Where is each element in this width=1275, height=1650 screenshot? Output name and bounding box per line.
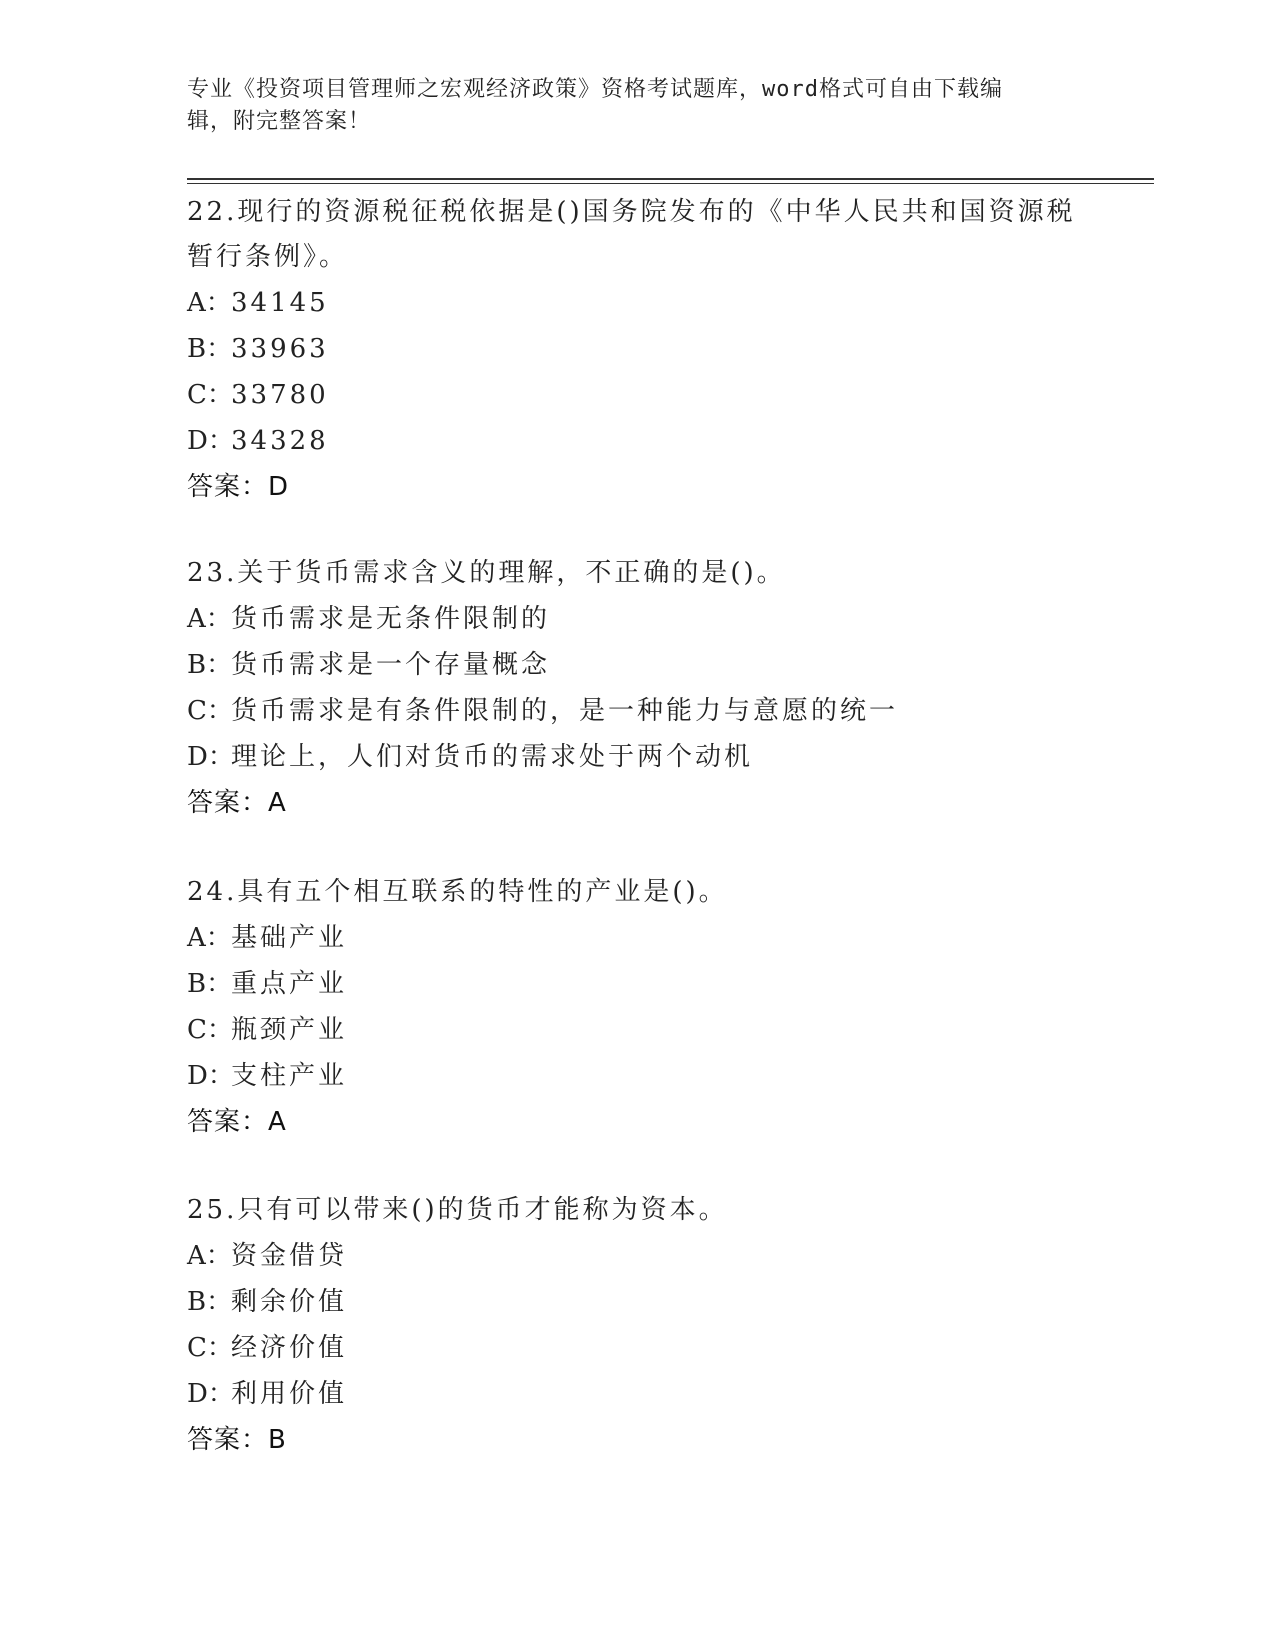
option-label: C： xyxy=(187,1333,233,1363)
option-label: A： xyxy=(187,288,232,318)
option-a xyxy=(187,915,1087,961)
option-text: 经济价值 xyxy=(231,1333,348,1363)
option-label: C： xyxy=(187,1015,233,1045)
option-label: A： xyxy=(187,1241,232,1271)
header-divider-thick xyxy=(187,178,1154,180)
question-stem xyxy=(187,1188,1087,1233)
option-text: 货币需求是有条件限制的，是一种能力与意愿的统一 xyxy=(231,696,899,726)
option-b xyxy=(187,961,1087,1007)
option-text: 瓶颈产业 xyxy=(231,1015,348,1045)
option-d xyxy=(187,734,1087,780)
question-25 xyxy=(187,1188,1087,1463)
option-c xyxy=(187,1325,1087,1371)
question-24 xyxy=(187,870,1087,1145)
option-label: A： xyxy=(187,604,232,634)
answer-value: A xyxy=(268,1107,287,1137)
question-23 xyxy=(187,551,1087,826)
option-c xyxy=(187,372,1087,418)
answer-prefix: 答案： xyxy=(187,788,269,818)
option-text: 剩余价值 xyxy=(231,1287,348,1317)
question-stem xyxy=(187,551,1087,596)
option-b xyxy=(187,326,1087,372)
option-text: 34145 xyxy=(231,288,329,318)
question-stem-line-1: 25.只有可以带来()的货币才能称为资本。 xyxy=(187,1195,728,1225)
option-label: D： xyxy=(187,426,234,456)
answer-prefix: 答案： xyxy=(187,1107,269,1137)
answer-prefix: 答案： xyxy=(187,1425,269,1455)
option-d xyxy=(187,1371,1087,1417)
answer-value: D xyxy=(268,472,290,502)
header-divider-thin xyxy=(187,183,1154,184)
option-a xyxy=(187,280,1087,326)
header-line-2: 辑，附完整答案！ xyxy=(187,109,372,134)
option-label: A： xyxy=(187,923,232,953)
option-d xyxy=(187,1053,1087,1099)
option-text: 货币需求是一个存量概念 xyxy=(231,650,551,680)
question-stem xyxy=(187,870,1087,915)
question-stem xyxy=(187,190,1087,280)
option-a xyxy=(187,596,1087,642)
option-label: B： xyxy=(187,334,233,364)
option-label: D： xyxy=(187,1061,234,1091)
option-c xyxy=(187,1007,1087,1053)
question-stem-line-1: 24.具有五个相互联系的特性的产业是()。 xyxy=(187,877,728,907)
answer-value: A xyxy=(268,788,287,818)
option-label: B： xyxy=(187,969,233,999)
option-text: 33963 xyxy=(231,334,329,364)
question-stem-line-1: 23.关于货币需求含义的理解，不正确的是()。 xyxy=(187,558,786,588)
option-text: 货币需求是无条件限制的 xyxy=(231,604,551,634)
option-text: 重点产业 xyxy=(231,969,348,999)
option-b xyxy=(187,642,1087,688)
option-text: 34328 xyxy=(231,426,329,456)
answer xyxy=(187,464,1087,510)
option-text: 资金借贷 xyxy=(231,1241,348,1271)
option-text: 支柱产业 xyxy=(231,1061,348,1091)
option-a xyxy=(187,1233,1087,1279)
answer xyxy=(187,1417,1087,1463)
question-22 xyxy=(187,190,1087,510)
header-line-1: 专业《投资项目管理师之宏观经济政策》资格考试题库，word格式可自由下载编 xyxy=(187,77,1003,102)
option-text: 利用价值 xyxy=(231,1379,348,1409)
option-label: D： xyxy=(187,742,234,772)
option-label: C： xyxy=(187,380,233,410)
option-d xyxy=(187,418,1087,464)
option-label: C： xyxy=(187,696,233,726)
option-c xyxy=(187,688,1087,734)
question-stem-line-2: 暂行条例》。 xyxy=(187,242,349,272)
document-header xyxy=(187,74,1067,138)
question-stem-line-1: 22.现行的资源税征税依据是()国务院发布的《中华人民共和国资源税 xyxy=(187,197,1076,227)
answer xyxy=(187,780,1087,826)
option-b xyxy=(187,1279,1087,1325)
option-text: 33780 xyxy=(231,380,329,410)
option-label: B： xyxy=(187,650,233,680)
answer-prefix: 答案： xyxy=(187,472,269,502)
option-text: 理论上，人们对货币的需求处于两个动机 xyxy=(231,742,754,772)
option-text: 基础产业 xyxy=(231,923,348,953)
answer xyxy=(187,1099,1087,1145)
option-label: B： xyxy=(187,1287,233,1317)
answer-value: B xyxy=(268,1425,287,1455)
option-label: D： xyxy=(187,1379,234,1409)
